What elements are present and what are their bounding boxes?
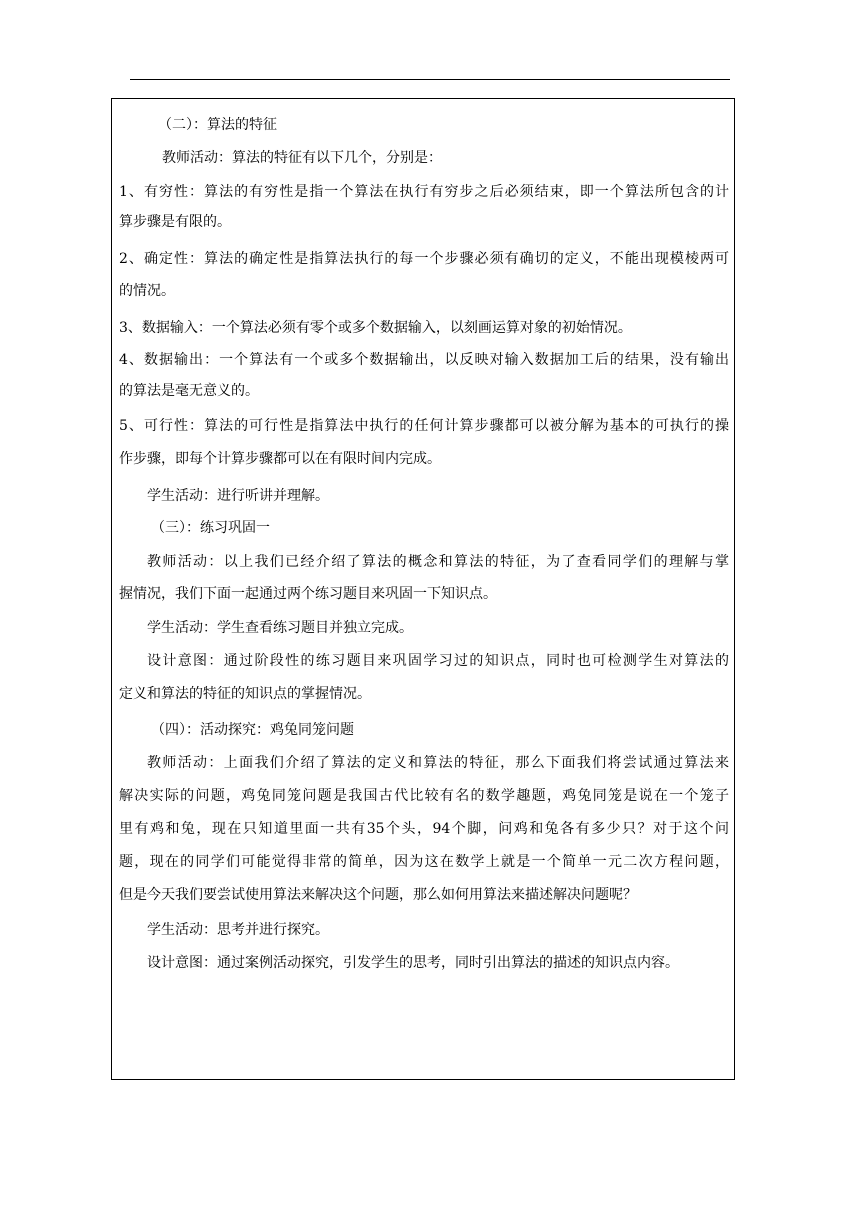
feature-definiteness: 2、确定性：算法的确定性是指算法执行的每一个步骤必须有确切的定义，不能出现模棱两可 [119,251,729,267]
feature-finiteness-cont: 算步骤是有限的。 [119,214,231,230]
teacher-activity-2: 教师活动：以上我们已经介绍了算法的概念和算法的特征，为了查看同学们的理解与掌 [147,554,729,570]
student-activity-1: 学生活动：进行听讲并理解。 [147,488,329,504]
design-intent-1-cont: 定义和算法的特征的知识点的掌握情况。 [119,686,371,702]
feature-output: 4、数据输出：一个算法有一个或多个数据输出，以反映对输入数据加工后的结果，没有输出 [119,352,729,368]
feature-input: 3、数据输入：一个算法必须有零个或多个数据输入，以刻画运算对象的初始情况。 [119,320,632,336]
teacher-activity-3-line3: 里有鸡和兔，现在只知道里面一共有35个头，94个脚，问鸡和兔各有多少只？对于这个问 [119,821,729,837]
design-intent-2: 设计意图：通过案例活动探究，引发学生的思考，同时引出算法的描述的知识点内容。 [147,955,679,971]
header-rule [130,79,730,80]
teacher-activity-3-line5: 但是今天我们要尝试使用算法来解决这个问题，那么如何用算法来描述解决问题呢？ [119,887,637,903]
feature-output-cont: 的算法是毫无意义的。 [119,383,259,399]
feature-feasibility: 5、可行性：算法的可行性是指算法中执行的任何计算步骤都可以被分解为基本的可执行的操 [119,418,729,434]
section-heading-2: （二）：算法的特征 [158,117,277,133]
teacher-activity-3-line4: 题，现在的同学们可能觉得非常的简单，因为这在数学上就是一个简单一元二次方程问题， [119,854,729,870]
feature-feasibility-cont: 作步骤，即每个计算步骤都可以在有限时间内完成。 [119,451,441,467]
student-activity-2: 学生活动：学生查看练习题目并独立完成。 [147,620,413,636]
section-heading-4: （四）：活动探究：鸡兔同笼问题 [151,722,354,738]
feature-finiteness: 1、有穷性：算法的有穷性是指一个算法在执行有穷步之后必须结束，即一个算法所包含的计 [119,184,729,200]
feature-definiteness-cont: 的情况。 [119,283,175,299]
student-activity-3: 学生活动：思考并进行探究。 [147,922,329,938]
teacher-activity-3-line2: 解决实际的问题，鸡兔同笼问题是我国古代比较有名的数学趣题，鸡兔同笼是说在一个笼子 [119,788,729,804]
design-intent-1: 设计意图：通过阶段性的练习题目来巩固学习过的知识点，同时也可检测学生对算法的 [147,653,729,669]
teacher-activity-intro: 教师活动：算法的特征有以下几个，分别是： [162,150,442,166]
teacher-activity-2-cont: 握情况，我们下面一起通过两个练习题目来巩固一下知识点。 [119,586,497,602]
teacher-activity-3: 教师活动：上面我们介绍了算法的定义和算法的特征，那么下面我们将尝试通过算法来 [147,755,729,771]
section-heading-3: （三）：练习巩固一 [151,520,270,536]
